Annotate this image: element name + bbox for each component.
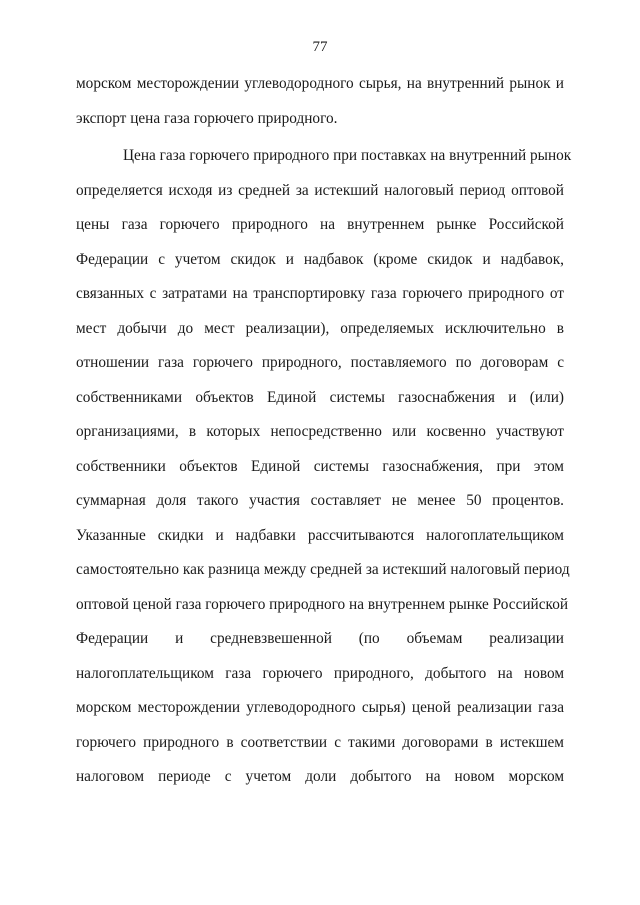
text-line: связанных с затратами на транспортировку газа горючего природного от <box>76 285 564 302</box>
text-line: Федерации и средневзвешенной (по объемам реализации <box>76 630 564 647</box>
text-line: оптовой ценой газа горючего природного на внутреннем рынке Российской <box>76 595 569 613</box>
text-line: налоговом периоде с учетом доли добытого на новом морском <box>76 768 564 785</box>
text-line: Федерации с учетом скидок и надбавок (кроме скидок и надбавок, <box>76 250 564 268</box>
text-line: налогоплательщиком газа горючего природного, добытого на новом <box>76 664 564 682</box>
text-line: суммарная доля такого участия составляет не менее 50 процентов. <box>76 492 564 509</box>
page-number: 77 <box>312 39 328 55</box>
text-line: Указанные скидки и надбавки рассчитываются налогоплательщиком <box>76 526 564 544</box>
text-line: Цена газа горючего природного при поставках на внутренний рынок <box>123 147 572 164</box>
text-line: организациями, в которых непосредственно или косвенно участвуют <box>76 423 564 440</box>
text-line: собственники объектов Единой системы газоснабжения, при этом <box>76 457 564 475</box>
text-line: самостоятельно как разница между средней за истекший налоговый период <box>76 561 570 578</box>
text-line: собственниками объектов Единой системы газоснабжения и (или) <box>76 388 564 406</box>
text-line: морском месторождении углеводородного сырья, на внутренний рынок и <box>76 75 564 92</box>
text-line: экспорт цена газа горючего природного. <box>76 109 338 127</box>
text-line: мест добычи до мест реализации), определяемых исключительно в <box>76 319 564 337</box>
text-line: горючего природного в соответствии с такими договорами в истекшем <box>76 733 564 751</box>
text-line: определяется исходя из средней за истекший налоговый период оптовой <box>76 181 564 199</box>
text-line: морском месторождении углеводородного сырья) ценой реализации газа <box>76 699 564 716</box>
document-body <box>76 74 572 802</box>
text-line: отношении газа горючего природного, поставляемого по договорам с <box>76 354 564 371</box>
text-line: цены газа горючего природного на внутреннем рынке Российской <box>76 216 564 233</box>
